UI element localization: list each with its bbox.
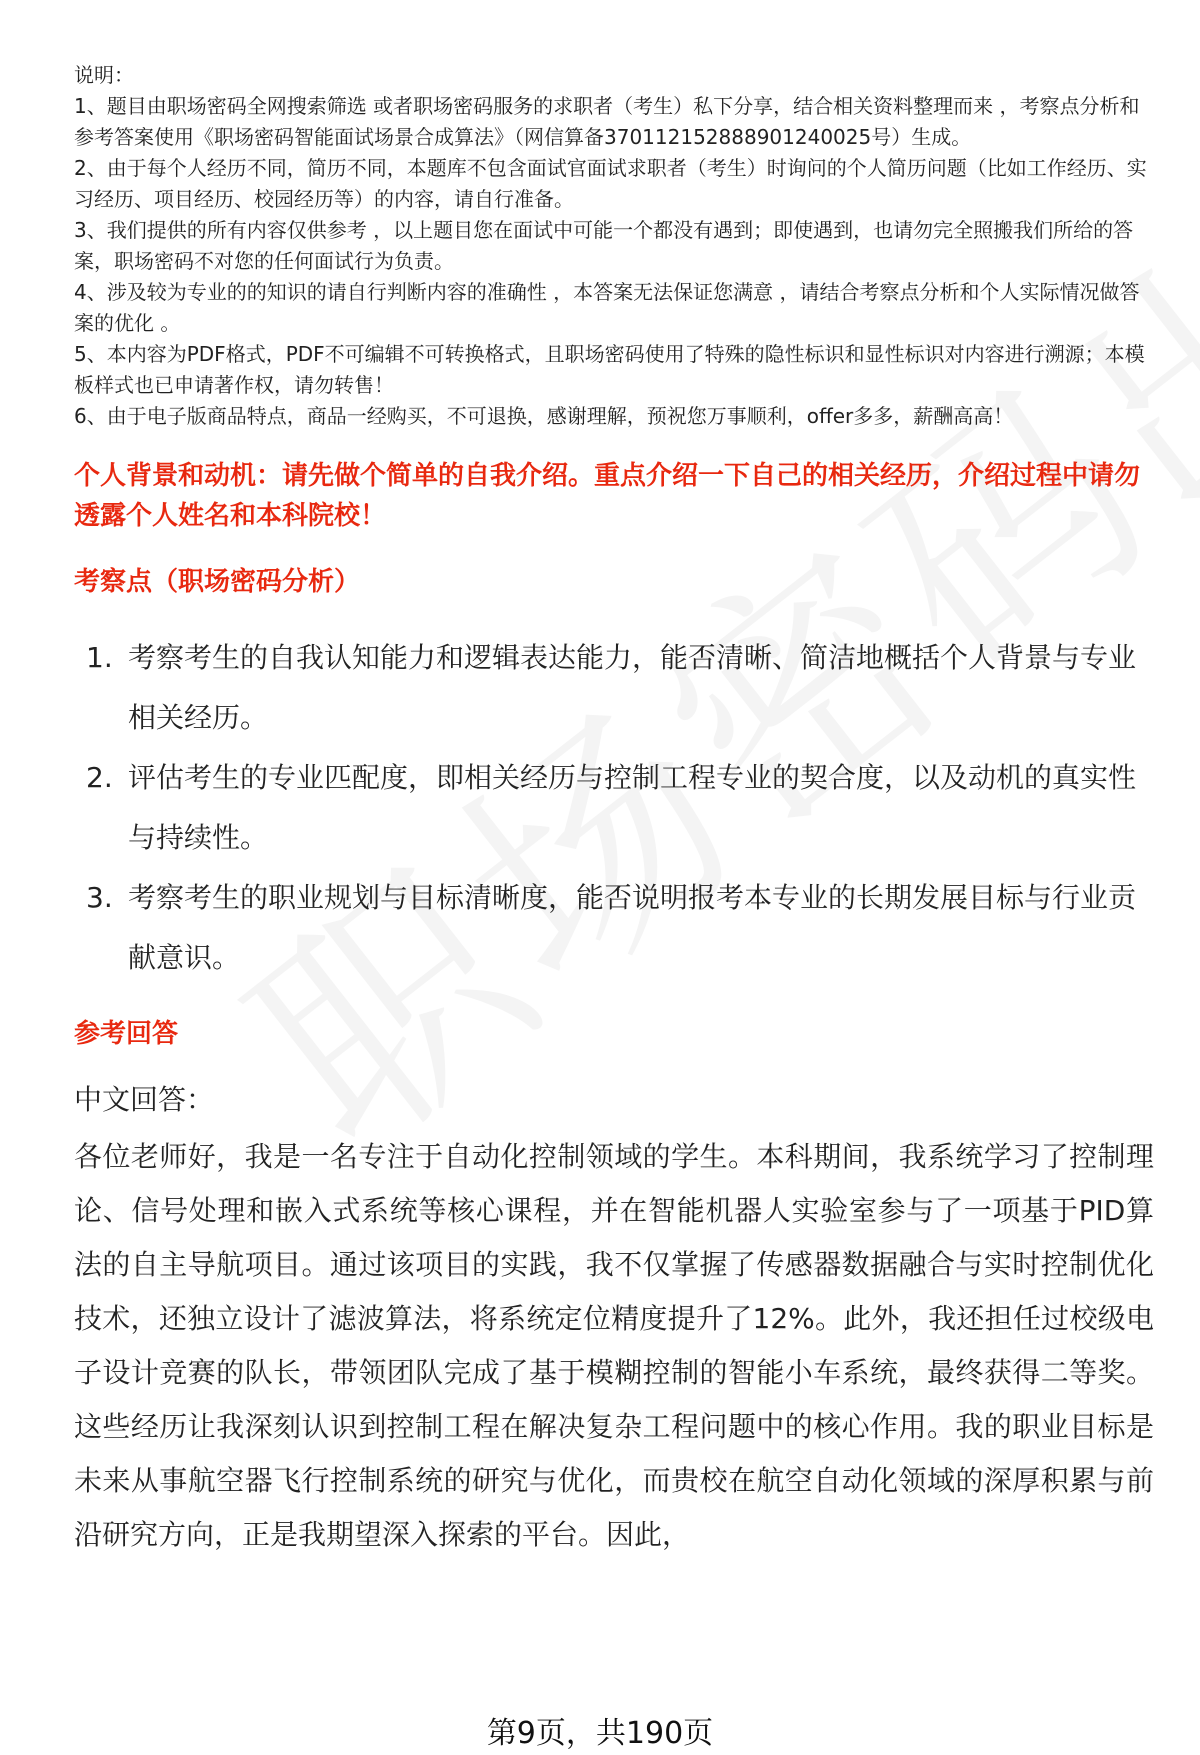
notes-item: 4、涉及较为专业的的知识的请自行判断内容的准确性 ，本答案无法保证您满意 ，请结合考察点分析和个人实际情况做答案的优化 。: [74, 280, 1140, 335]
analysis-points: [74, 628, 1154, 988]
page-footer: 第9页，共190页: [486, 1716, 714, 1751]
notes-item: 2、由于每个人经历不同，简历不同，本题库不包含面试官面试求职者（考生）时询问的个人简历问题（比如工作经历、实习经历、项目经历、校园经历等）的内容，请自行准备。: [74, 156, 1147, 211]
answer-label: 中文回答：: [74, 1083, 215, 1116]
notes-item: 5、本内容为PDF格式，PDF不可编辑不可转换格式，且职场密码使用了特殊的隐性标识和显性标识对内容进行溯源；本模板样式也已申请著作权，请勿转售！: [74, 342, 1145, 397]
answer-body: 各位老师好，我是一名专注于自动化控制领域的学生。本科期间，我系统学习了控制理论、信号处理和嵌入式系统等核心课程，并在智能机器人实验室参与了一项基于PID算法的自主导航项目。通过该项目的实践，我不仅掌握了传感器数据融合与实时控制优化技术，还独立设计了滤波算法，将系统定位精度提升了12%。此外，我还担任过校级电子设计竞赛的队长，带领团队完成了基于模糊控制的智能小车系统，最终获得二等奖。这些经历让我深刻认识到控制工程在解决复杂工程问题中的核心作用。我的职业目标是未来从事航空器飞行控制系统的研究与优化，而贵校在航空自动化领域的深厚积累与前沿研究方向，正是我期望深入探索的平台。因此，: [74, 1140, 1154, 1551]
notes-item: 3、我们提供的所有内容仅供参考 ，以上题目您在面试中可能一个都没有遇到；即使遇到，也请勿完全照搬我们所给的答案，职场密码不对您的任何面试行为负责。: [74, 218, 1134, 273]
analysis-point: [74, 748, 1154, 868]
point-number: 2.: [86, 761, 113, 794]
document-page: [74, 60, 1154, 1562]
question-heading: 个人背景和动机：请先做个简单的自我介绍。重点介绍一下自己的相关经历，介绍过程中请勿透露个人姓名和本科院校！: [74, 461, 1141, 531]
analysis-title: 考察点（职场密码分析）: [74, 567, 361, 597]
point-text: 考察考生的职业规划与目标清晰度，能否说明报考本专业的长期发展目标与行业贡献意识。: [128, 881, 1137, 974]
analysis-point: [74, 868, 1154, 988]
point-number: 3.: [86, 881, 113, 914]
notes-item: 1、题目由职场密码全网搜索筛选 或者职场密码服务的求职者（考生）私下分享，结合相关资料整理而来 ，考察点分析和参考答案使用《职场密码智能面试场景合成算法》（网信算备370112152888901240025号）生成。: [74, 94, 1140, 149]
notes-title: 说明：: [74, 63, 134, 87]
notes-block: [74, 60, 1154, 432]
point-text: 考察考生的自我认知能力和逻辑表达能力，能否清晰、简洁地概括个人背景与专业相关经历。: [128, 641, 1137, 734]
analysis-point: [74, 628, 1154, 748]
answer-title: 参考回答: [74, 1019, 179, 1049]
point-text: 评估考生的专业匹配度，即相关经历与控制工程专业的契合度，以及动机的真实性与持续性。: [128, 761, 1137, 854]
notes-item: 6、由于电子版商品特点，商品一经购买，不可退换，感谢理解，预祝您万事顺利，offer多多，薪酬高高！: [74, 404, 1014, 428]
point-number: 1.: [86, 641, 113, 674]
